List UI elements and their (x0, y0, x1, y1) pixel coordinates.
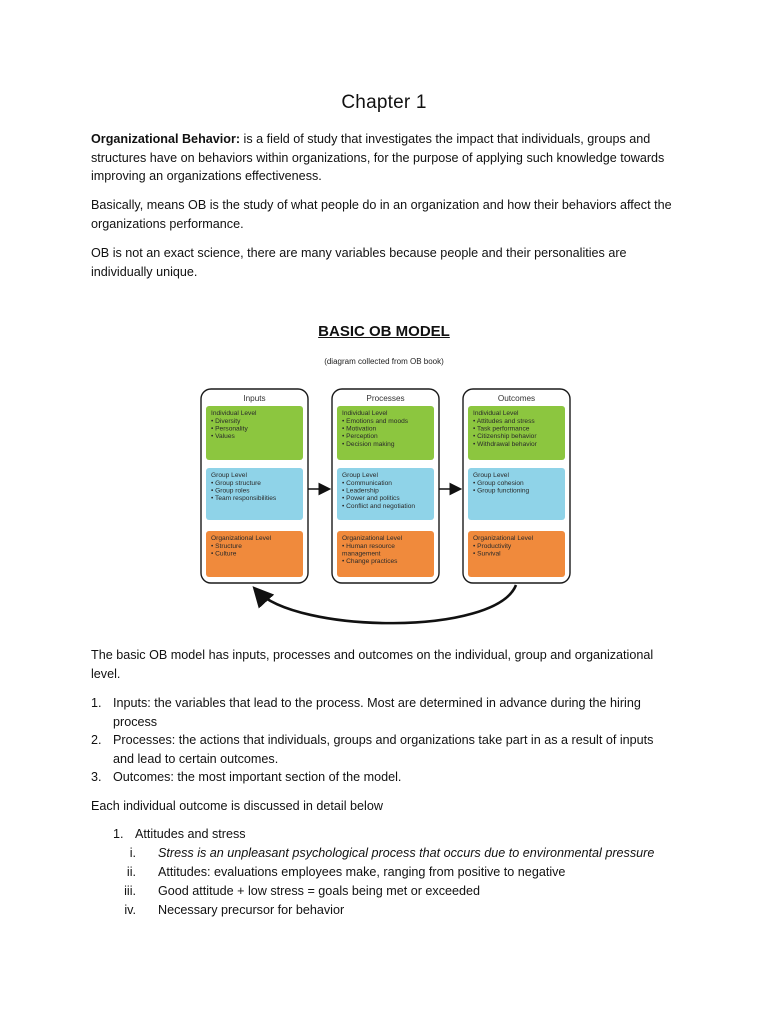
explanation-paragraph: The basic OB model has inputs, processes and outcomes on the individual, group and organizational level. (91, 648, 654, 681)
numbered-list-item (91, 694, 681, 731)
column-title: Processes (366, 394, 405, 403)
level-item: • Decision making (342, 440, 395, 448)
column-title: Inputs (243, 394, 266, 403)
list-text: Inputs: the variables that lead to the process. Most are determined in advance during the hiring (113, 696, 641, 710)
level-item: • Task performance (473, 425, 530, 433)
level-item: • Citizenship behavior (473, 433, 537, 441)
intro-paragraph-3: OB is not an exact science, there are many variables because people and their personalities are individually unique. (91, 246, 627, 279)
level-item: • Structure (211, 543, 242, 550)
detail-heading-number: 1. (113, 827, 124, 841)
level-item: • Diversity (211, 418, 241, 425)
level-name: Organizational Level (211, 535, 272, 542)
level-item: • Survival (473, 550, 501, 558)
level-item: • Change practices (342, 558, 398, 566)
level-item: management (342, 550, 381, 558)
level-name: Group Level (211, 472, 247, 479)
detail-roman-numeral: iv. (124, 903, 136, 917)
level-item: • Perception (342, 433, 378, 441)
model-section-title: BASIC OB MODEL (318, 323, 450, 340)
detail-roman-numeral: iii. (124, 884, 136, 898)
detail-item-text: Necessary precursor for behavior (158, 903, 345, 917)
list-text-continued: process (113, 714, 158, 729)
outcome-intro: Each individual outcome is discussed in detail below (91, 799, 383, 813)
list-text: Outcomes: the most important section of the model. (113, 770, 402, 784)
ob-model-diagram (196, 386, 578, 626)
level-item: • Emotions and moods (342, 418, 409, 425)
feedback-arrow (256, 585, 516, 623)
level-item: • Power and politics (342, 495, 400, 503)
level-item: • Motivation (342, 425, 377, 433)
diagram-caption: (diagram collected from OB book) (324, 357, 444, 366)
list-text: Processes: the actions that individuals, groups and organizations take part in as a result of inputs (113, 733, 654, 747)
level-name: Organizational Level (342, 535, 403, 542)
level-item: • Group cohesion (473, 480, 524, 487)
detail-item-text: Good attitude + low stress = goals being met or exceeded (158, 884, 481, 898)
numbered-list-item (91, 731, 681, 768)
level-item: • Attitudes and stress (473, 418, 535, 425)
level-name: Individual Level (473, 410, 519, 417)
level-item: • Culture (211, 550, 237, 558)
intro-paragraph-2: Basically, means OB is the study of what people do in an organization and how their behaviors affect the organizations performance. (91, 198, 672, 231)
level-item: • Leadership (342, 487, 379, 495)
level-item: • Personality (211, 425, 248, 433)
level-item: • Withdrawal behavior (473, 440, 537, 448)
detail-item-text: Attitudes: evaluations employees make, ranging from positive to negative (158, 865, 566, 879)
ob-model-svg (196, 386, 578, 626)
level-item: • Group roles (211, 487, 250, 495)
intro-term: Organizational Behavior: (91, 132, 241, 146)
list-text-continued: and lead to certain outcomes. (113, 751, 279, 766)
detail-item-text: Stress is an unpleasant psychological process that occurs due to environmental pressure (158, 846, 655, 860)
numbered-list (91, 694, 681, 787)
level-name: Group Level (342, 472, 378, 479)
detail-roman-numeral: ii. (126, 865, 136, 879)
intro-definition: is a field of study that investigates the impact that individuals, groups and structures have on behaviors within organizations, for the purpose of applying such knowledge towards improving an organizations effectiveness. (91, 132, 665, 183)
level-item: • Human resource (342, 543, 395, 550)
list-number: 2. (91, 733, 102, 747)
level-name: Organizational Level (473, 535, 534, 542)
column-title: Outcomes (497, 394, 536, 403)
level-item: • Group structure (211, 480, 261, 487)
level-item: • Team responsibilities (211, 495, 277, 503)
detail-heading: Attitudes and stress (135, 827, 246, 841)
detail-roman-numeral: i. (129, 846, 136, 860)
list-number: 1. (91, 696, 102, 710)
page-title: Chapter 1 (341, 92, 427, 113)
list-number: 3. (91, 770, 102, 784)
level-item: • Group functioning (473, 487, 530, 495)
level-item: • Conflict and negotiation (342, 502, 416, 510)
level-item: • Values (211, 433, 235, 441)
numbered-list-item (91, 768, 681, 787)
level-name: Group Level (473, 472, 509, 479)
level-item: • Communication (342, 480, 392, 487)
intro-definition-paragraph (91, 130, 681, 186)
level-name: Individual Level (211, 410, 257, 417)
level-name: Individual Level (342, 410, 388, 417)
level-item: • Productivity (473, 543, 512, 550)
